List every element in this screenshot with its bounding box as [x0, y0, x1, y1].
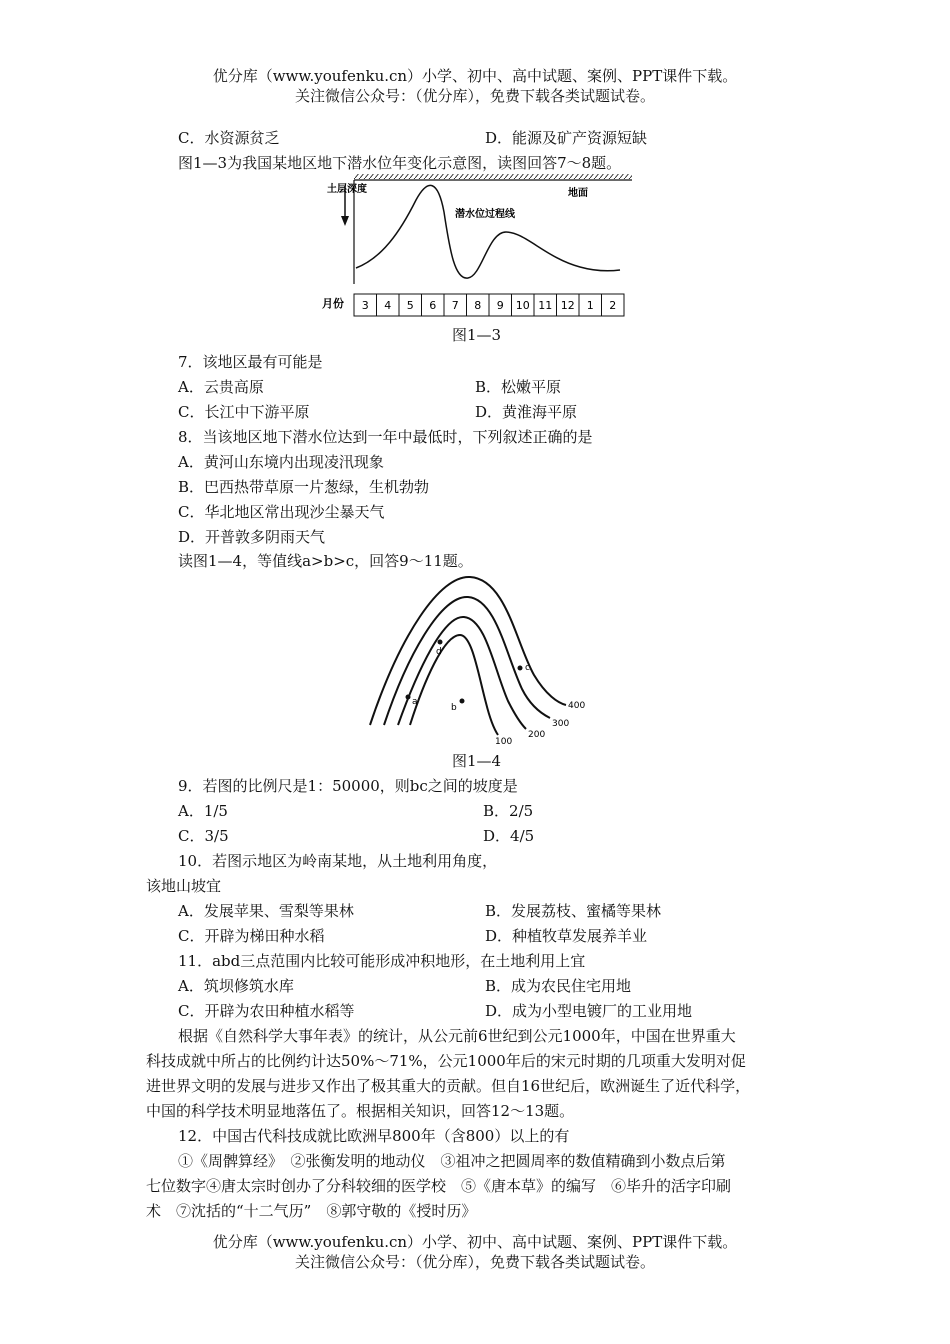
point-d-label: d	[436, 647, 442, 657]
curve-label: 潜水位过程线	[455, 209, 515, 220]
footer-line-1: 优分库（www.youfenku.cn）小学、初中、高中试题、案例、PPT课件下载。	[212, 1233, 738, 1251]
q11-stem: 11．abd三点范围内比较可能形成冲积地形，在土地利用上宜	[178, 952, 586, 970]
intro-figure-1-3: 图1—3为我国某地区地下潜水位年变化示意图，读图回答7～8题。	[178, 154, 622, 172]
q8-option-d: D．开普敦多阴雨天气	[178, 528, 326, 546]
q10-option-c: C．开辟为梯田种水稻	[178, 927, 325, 945]
q12-items-line-2: 七位数字④唐太宗时创办了分科较细的医学校 ⑤《唐本草》的编写 ⑥毕升的活字印刷	[146, 1177, 732, 1195]
header-line-2: 关注微信公众号：（优分库），免费下载各类试题试卷。	[294, 87, 655, 105]
intro-figure-1-4: 读图1—4，等值线a>b>c，回答9～11题。	[178, 552, 473, 570]
q12-items-line-3: 术 ⑦沈括的“十二气历” ⑧郭守敬的《授时历》	[146, 1202, 477, 1220]
month-label: 11	[538, 299, 553, 312]
passage-line-4: 中国的科学技术明显地落伍了。根据相关知识，回答12～13题。	[146, 1102, 575, 1120]
passage-line-2: 科技成就中所占的比例约计达50%～71%，公元1000年后的宋元时期的几项重大发明对促	[146, 1052, 746, 1070]
month-label: 4	[384, 299, 392, 312]
point-b-marker	[460, 699, 465, 704]
passage-line-3: 进世界文明的发展与进步又作出了极其重大的贡献。但自16世纪后，欧洲诞生了近代科学，	[146, 1077, 751, 1095]
q8-option-c: C．华北地区常出现沙尘暴天气	[178, 503, 385, 521]
month-label: 7	[451, 299, 459, 312]
figure-1-4-contour-map	[360, 573, 600, 751]
prev-option-c: C．水资源贫乏	[178, 129, 280, 147]
contour-label-200: 200	[528, 730, 546, 740]
point-b-label: b	[451, 703, 457, 713]
water-table-curve	[356, 185, 620, 278]
q10-option-d: D．种植牧草发展养羊业	[485, 927, 648, 945]
q9-option-b: B．2/5	[483, 802, 534, 820]
q10-stem-cont: 该地山坡宜	[146, 877, 222, 895]
q7-option-c: C．长江中下游平原	[178, 403, 310, 421]
q12-items-line-1: ①《周髀算经》 ②张衡发明的地动仪 ③祖冲之把圆周率的数值精确到小数点后第	[178, 1152, 726, 1170]
q11-option-a: A．筑坝修筑水库	[178, 977, 294, 995]
ground-hatch	[354, 174, 632, 179]
month-label: 10	[515, 299, 530, 312]
depth-arrow-head	[341, 216, 349, 226]
contour-100	[410, 635, 498, 735]
month-label: 2	[609, 299, 617, 312]
figure-1-3-groundwater-chart	[320, 172, 640, 320]
month-label: 9	[496, 299, 504, 312]
q11-option-c: C．开辟为农田种植水稻等	[178, 1002, 355, 1020]
q11-option-b: B．成为农民住宅用地	[485, 977, 632, 995]
q12-stem: 12．中国古代科技成就比欧洲早800年（含800）以上的有	[178, 1127, 570, 1145]
q10-stem: 10．若图示地区为岭南某地，从土地利用角度，	[178, 852, 498, 870]
q9-option-a: A．1/5	[178, 802, 228, 820]
q8-option-b: B．巴西热带草原一片葱绿，生机勃勃	[178, 478, 430, 496]
month-cells	[354, 294, 624, 316]
q9-stem: 9．若图的比例尺是1：50000，则bc之间的坡度是	[178, 777, 518, 795]
month-label: 8	[474, 299, 482, 312]
point-a-marker	[406, 695, 411, 700]
q7-option-d: D．黄淮海平原	[475, 403, 578, 421]
q7-stem: 7．该地区最有可能是	[178, 353, 323, 371]
point-d-marker	[438, 640, 443, 645]
q9-option-c: C．3/5	[178, 827, 229, 845]
point-c-marker	[518, 666, 523, 671]
y-axis-label: 土层深度	[327, 184, 367, 195]
footer-line-2: 关注微信公众号：（优分库），免费下载各类试题试卷。	[294, 1253, 655, 1271]
point-c-label: c	[525, 663, 530, 673]
passage-line-1: 根据《自然科学大事年表》的统计，从公元前6世纪到公元1000年，中国在世界重大	[178, 1027, 736, 1045]
month-row-label: 月份	[322, 297, 344, 310]
month-label: 12	[560, 299, 575, 312]
q7-option-b: B．松嫩平原	[475, 378, 562, 396]
q10-option-a: A．发展苹果、雪梨等果林	[178, 902, 354, 920]
month-label: 5	[406, 299, 414, 312]
contour-200	[398, 617, 526, 729]
contour-label-400: 400	[568, 701, 586, 711]
q8-option-a: A．黄河山东境内出现凌汛现象	[178, 453, 384, 471]
month-label: 3	[361, 299, 369, 312]
q11-option-d: D．成为小型电镀厂的工业用地	[485, 1002, 693, 1020]
prev-option-d: D．能源及矿产资源短缺	[485, 129, 648, 147]
q9-option-d: D．4/5	[483, 827, 535, 845]
point-a-label: a	[412, 697, 418, 707]
surface-label: 地面	[568, 188, 588, 199]
q8-stem: 8．当该地区地下潜水位达到一年中最低时，下列叙述正确的是	[178, 428, 593, 446]
contour-400	[370, 577, 566, 725]
figure-1-3-caption: 图1—3	[452, 326, 502, 344]
q7-option-a: A．云贵高原	[178, 378, 264, 396]
month-label: 1	[586, 299, 594, 312]
header-line-1: 优分库（www.youfenku.cn）小学、初中、高中试题、案例、PPT课件下载。	[212, 67, 738, 85]
contour-label-300: 300	[552, 719, 570, 729]
month-label: 6	[429, 299, 437, 312]
contour-label-100: 100	[495, 737, 513, 747]
q10-option-b: B．发展荔枝、蜜橘等果林	[485, 902, 662, 920]
contour-300	[384, 597, 550, 725]
figure-1-4-caption: 图1—4	[452, 752, 502, 770]
